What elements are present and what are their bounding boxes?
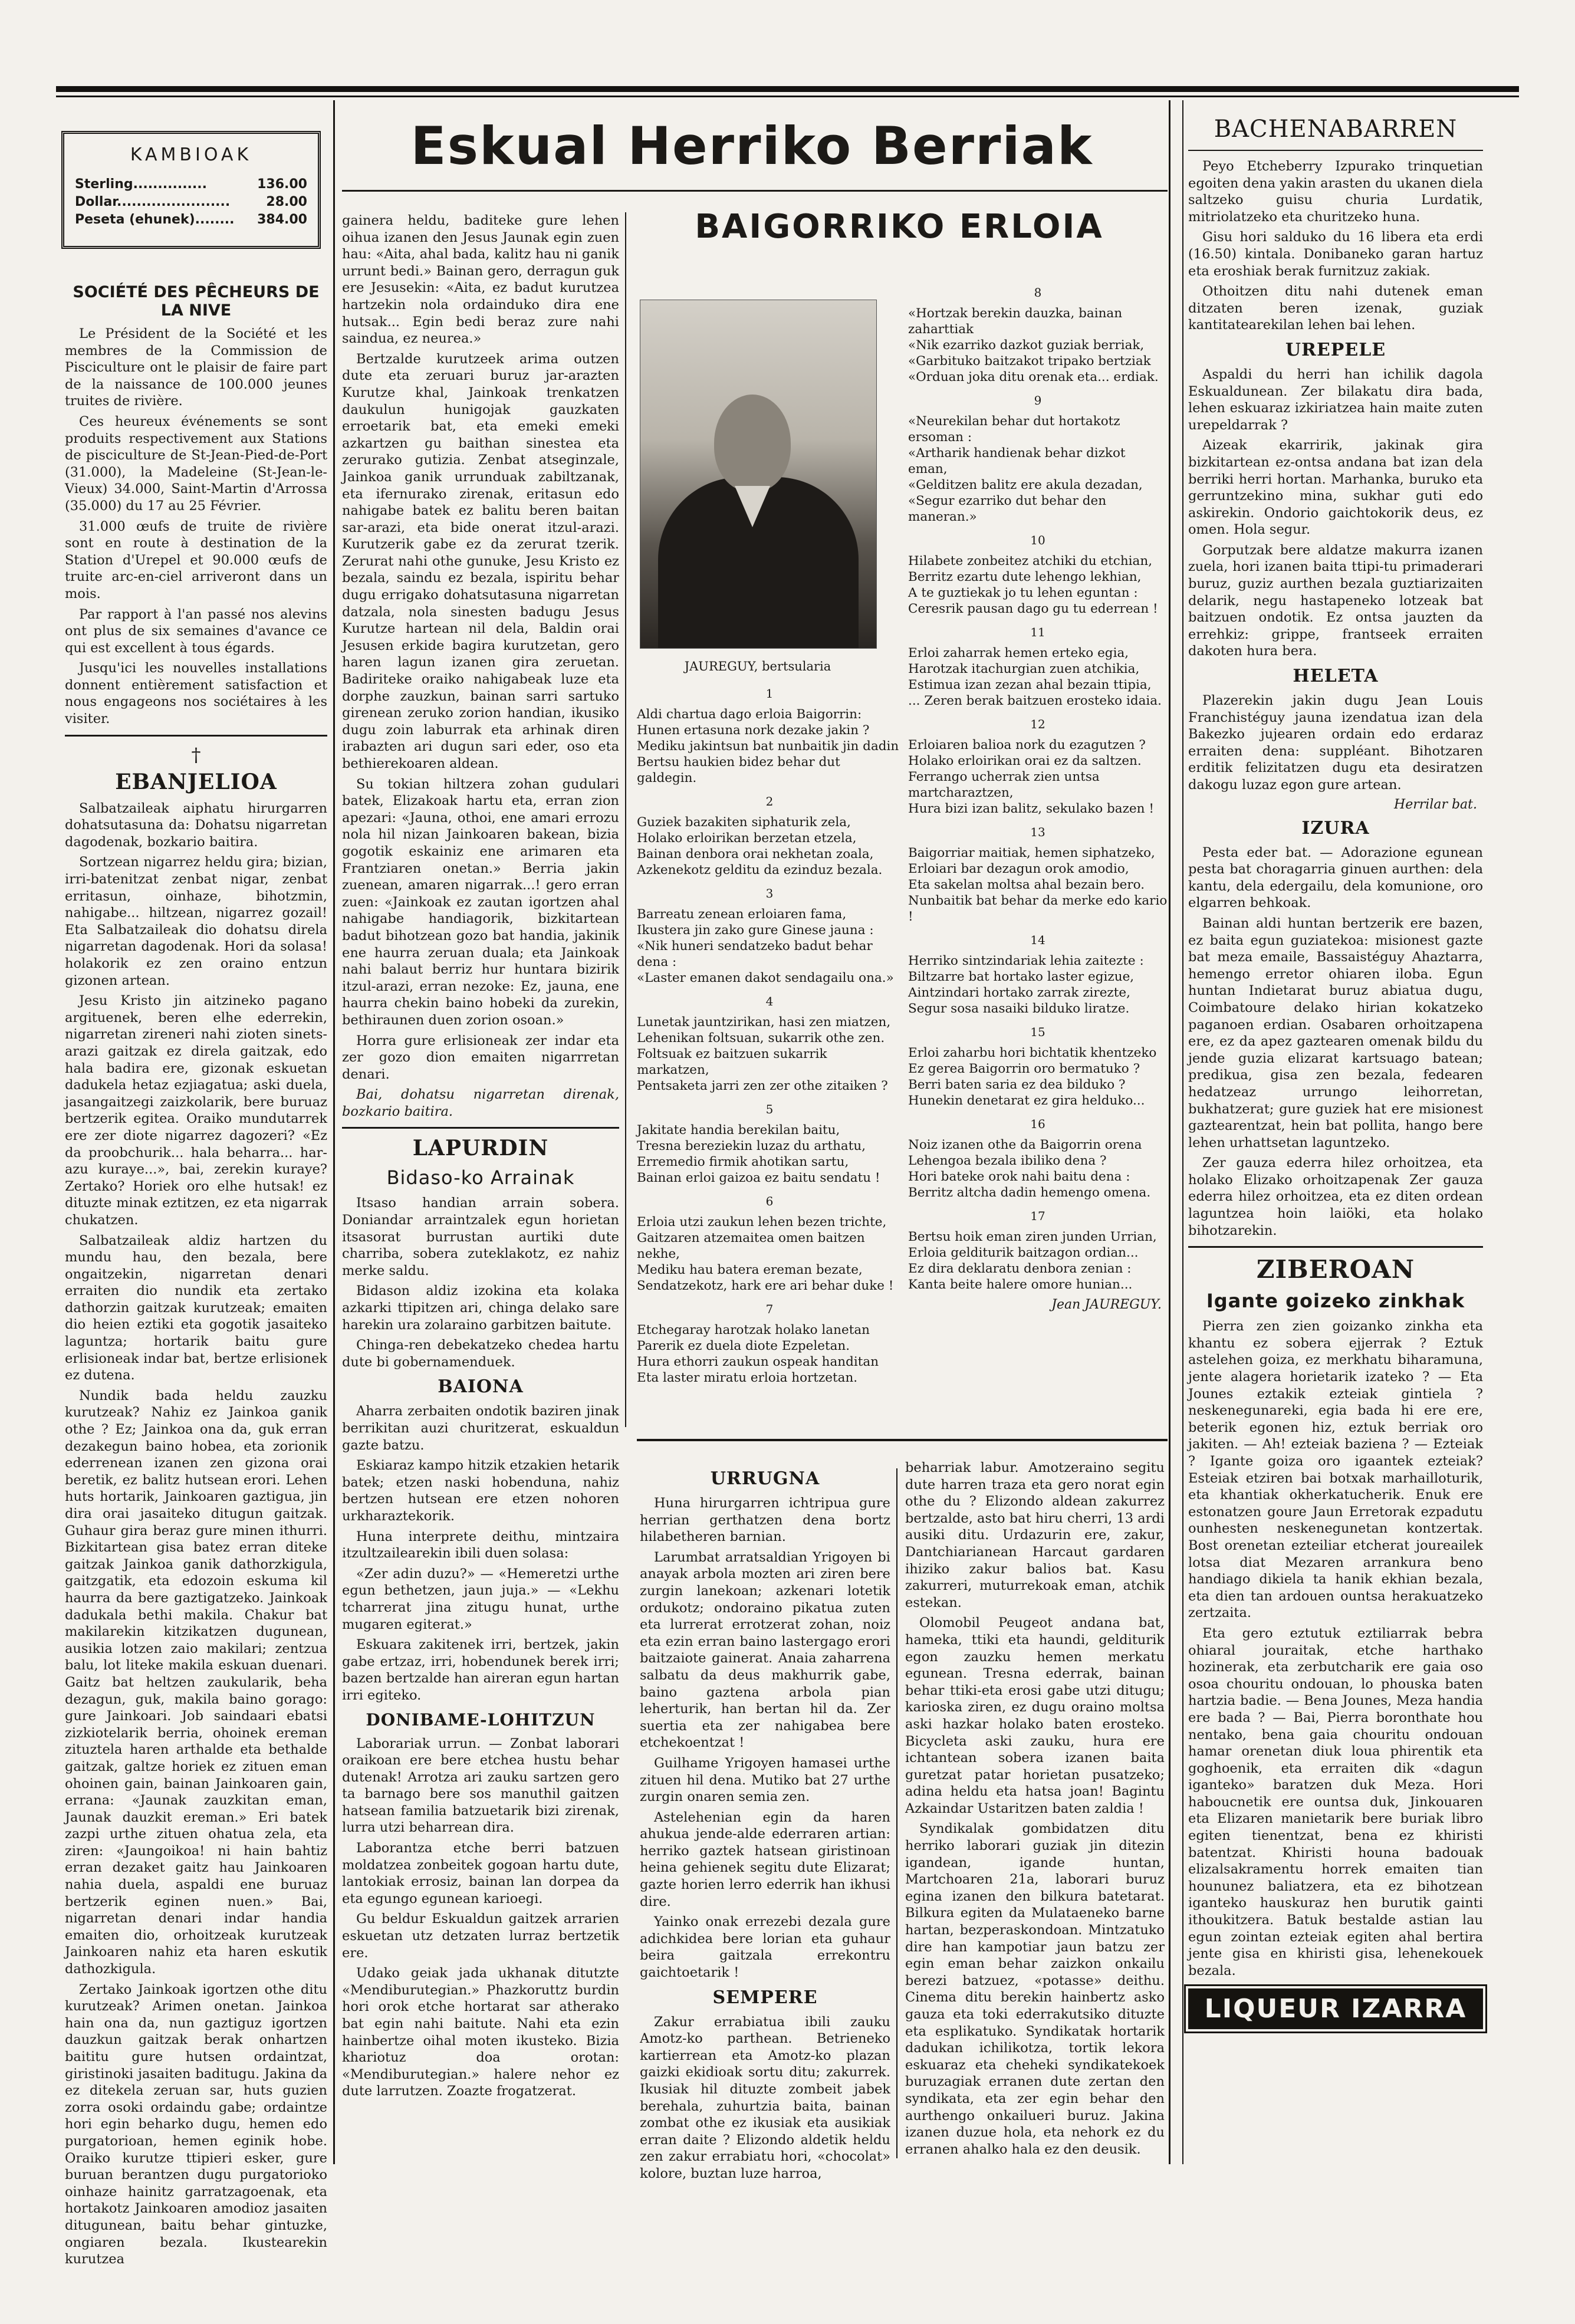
top-rule-thin	[56, 96, 1519, 97]
sempere-paragraph: Syndikalak gombidatzen ditu herriko laborari guziak jin ditezin igandean, igande huntan, Martchoaren 21a, laborari buruz egina izanen den bilkura batetarat. Bilkura egiten da Mulataeneko barne hartan, bezperaskondoan. Mintzatuko dire han kampotiar jaun batzu zer egin eman behar zaizkon onkailu berezi batzuez, «potasse» deithu. Cinema ditu berekin hainbertz asko gauza eta toki ederrakutsiko dituzte eta esplikatuko. Syndikatak hortarik dadukan ichilikotza, tortik lekora eskuaraz eta cheheki syndikatekoek buruzagiak erranen dute zertan den syndikata, eta zer egin behar den aurthengo onkailueri buruz. Jakina izanen duzue hola, eta nehork ez du erranen ahalko hala ez den deusik.	[905, 1821, 1165, 2157]
middle-rule	[637, 1439, 1168, 1441]
sempere-paragraph: Olomobil Peugeot andana bat, hameka, ttiki eta haundi, gelditurik egon zauzku hemen merkatu egunean. Tresna ederrak, bainan behar ttiki-eta erosi gabe utzi ditugu; karioska ziren, ez dugu oraino moltsa aski hazkar holako baten erosteko. Bicycleta aski zauku, hura ere ichtantean sobera izanen baita guretzat patar horietan pusatzeko; adina heldu eta hatsa joan! Bagintu Azkaindar Ustaritzen baten zaldia !	[905, 1615, 1165, 1816]
baiona-paragraph: Eskuara zakitenek irri, bertzek, jakin gabe ertzaz, irri, hobendunek berek irri; bazen bertzalde han aireran egun hartan irri egiteko.	[342, 1637, 619, 1703]
verse-line: Aintzindari hortako zarrak zirezte,	[908, 985, 1130, 1000]
verse-line: Bertsu hoik eman ziren junden Urrian,	[908, 1230, 1157, 1244]
column-2	[342, 212, 619, 2164]
heleta-title: HELETA	[1293, 666, 1379, 687]
exchange-rates-title: KAMBIOAK	[130, 144, 252, 165]
verse-line: Ez dira deklaratu denbora zenian :	[908, 1261, 1132, 1276]
ebanjelioa-paragraph: Jesu Kristo jin aitzineko pagano argituenek, beren elhe ederrekin, nigarretan zireneri nahi zioten sinets-arazi gaitzak ez direla gaitzak, edo hala badira ere, gizonak eskuetan dadukela hetaz ezjiagatua; aski duela, jasangaitzegi zaizkolarik, bere buruaz bertzerik egitea. Oraiko mundutarrek ere zer diote nigarrez dagozeri? «Ez da proobchurik... hala beharra... har-azu kuraye...», bai, zerekin kuraye? Zertako? Horiek oro elhe hutsak! ez dituzte minak eztitzen, ez eta nigarrak chukatzen.	[65, 993, 327, 1228]
urrugna-paragraph: Larumbat arratsaldian Yrigoyen bi anayak arbola mozten ari ziren bere zurgin lanekoan; azkenari lotetik ordukotz; ondoraino pikatua zuten eta lurrerat errotzerat zohan, noiz eta ezin erran baino lastergago erori baitzaiote gainerat. Anaia zaharrena salbatu da deus makhurrik gabe, baino gaztena arbola pian leherturik, han bertan hil da. Zer suertia eta zer nahigabea bere etchekoentzat !	[640, 1549, 890, 1751]
urrugna-paragraph: Huna hirurgarren ichtripua gure herrian gerthatzen dena bortz hilabetheren barnian.	[640, 1495, 890, 1545]
column-rule	[1182, 100, 1183, 2164]
urepele-paragraph: Aizeak ekarririk, jakinak gira bizkitartean ez-ontsa andana bat izan dela berriki herri hortan. Marhanka, buruko eta gerruntzekino mina, sukhar guti edo askirekin. Ondorio gaichtokorik deus, ez omen. Hola segur.	[1188, 438, 1483, 538]
verse-line: «Orduan joka ditu orenak eta... erdiak.	[908, 370, 1159, 384]
bache-paragraph: Peyo Etcheberry Izpurako trinquetian egoiten dena yakin arasten du ukanen diela saltzeko guisu churia Lurdatik, mitriolatzeko eta churitzeko huna.	[1188, 159, 1483, 225]
verse-line: Bainan denbora orai nekhetan zoala,	[637, 847, 874, 862]
verse-line: Hunekin denetarat ez gira helduko...	[908, 1093, 1145, 1108]
verse-line: Biltzarre bat hortako laster egizue,	[908, 969, 1135, 984]
poem-column-right	[908, 277, 1168, 1433]
column-rule	[625, 212, 626, 1427]
verse-line: Mediku hau batera ereman bezate,	[637, 1263, 863, 1277]
verse-line: «Laster emanen dakot sendagailu ona.»	[637, 971, 894, 985]
sempere-paragraph: beharriak labur. Amotzeraino segitu dute harren traza eta gero norat egin othe du ? Elizondo aldean zakurrez bertzalde, asto bat hiru cherri, 13 ardi ausiki ditu. Urdazurin ere, zakur, Dantchiarianean Harcaut gardaren ihiziko zakur balios bat. Kasu zakurreri, muturrekoak eman, atchik estekan.	[905, 1460, 1165, 1610]
column-rule	[896, 1468, 897, 2158]
stanza-number: 12	[1030, 717, 1045, 731]
verse-line: «Neurekilan behar dut hortakotz ersoman :	[908, 414, 1120, 445]
section-divider	[1188, 1246, 1483, 1248]
baiona-title: BAIONA	[438, 1376, 524, 1398]
stanza-number: 1	[765, 686, 774, 701]
poem-signature: Jean JAUREGUY.	[1051, 1297, 1162, 1312]
verse-line: Foltsuak ez baitzuen sukarrik markatzen,	[637, 1047, 827, 1077]
verse-line: Eta laster miratu erloia hortzetan.	[637, 1370, 858, 1385]
lapurdin-title: LAPURDIN	[412, 1136, 549, 1161]
verse-line: «Segur ezarriko dut behar den maneran.»	[908, 494, 1107, 524]
ebanjelioa-continued: Horra gure erlisioneak zer indar eta zer gozo dion emaiten nigarrretan denari.	[342, 1033, 619, 1082]
stanza-number: 8	[1034, 285, 1042, 300]
verse-line: Erloia gelditurik baitzagon ordian...	[908, 1245, 1139, 1260]
verse-line: Harotzak itachurgian zuen atchikia,	[908, 662, 1140, 676]
column-rule	[1169, 100, 1170, 2164]
verse-line: Baigorriar maitiak, hemen siphatzeko,	[908, 846, 1155, 860]
stanza-number: 17	[1030, 1209, 1045, 1223]
urrugna-title: URRUGNA	[710, 1468, 820, 1489]
section-divider	[1188, 150, 1483, 151]
sempere-title: SEMPERE	[712, 1987, 818, 2008]
urrugna-paragraph: Guilhame Yrigoyen hamasei urthe zituen hil dena. Mutiko bat 27 urthe zurgin onaren semia zen.	[640, 1755, 890, 1805]
verse-line: ... Zeren berak baitzuen erosteko idaia.	[908, 693, 1162, 708]
liqueur-izarra-ad: LIQUEUR IZARRA	[1188, 1988, 1483, 2029]
stanza-number: 3	[765, 886, 774, 900]
izura-title: IZURA	[1301, 817, 1370, 839]
bache-paragraph: Othoitzen ditu nahi dutenek eman ditzaten beren izenak, guziak kantitatearekilan lehen bai lehen.	[1188, 284, 1483, 333]
verse-line: Berritz ezartu dute lehengo lekhian,	[908, 570, 1142, 584]
verse-line: Erloiari bar dezagun orok amodio,	[908, 862, 1129, 876]
stanza-number: 9	[1034, 393, 1042, 407]
verse-line: «Artharik handienak behar dizkot eman,	[908, 446, 1126, 476]
verse-line: Parerik ez duela diote Ezpeletan.	[637, 1339, 850, 1353]
stanza-number: 13	[1030, 825, 1045, 839]
photo-caption: JAUREGUY, bertsularia	[684, 659, 831, 673]
verse-line: Gaitzaren atzemaitea omen baitzen nekhe,	[637, 1231, 865, 1261]
donibane-title: DONIBAME-LOHITZUN	[366, 1710, 596, 1730]
izura-paragraph: Bainan aldi huntan bertzerik ere bazen, ez baita egun guziatekoa: misionest gazte bat meza emaile, Bassaistéguy Ahaztarra, hemengo erretor ohiaren iloba. Egun huntan Indietarat buruz abiatua dugu, Coimbatoure delako hirian kokatzeko paganoen erdian. Osabaren orhoitzapena ere, ez da apez gaztearen omenak bildu du jende guzia elizarat kartsuago batean; predikua, gisa zen bezala, fedearen hedatzeaz urrungo leihorretan, bukhatzerat; gure guziek hat ere misionest gaztearentzat, hein bat pollita, hango bere lehen urhattsetan laguntzeko.	[1188, 915, 1483, 1151]
urrugna-paragraph: Yainko onak errezebi dezala gure adichkidea bere lorian eta guhaur beira gaitzala errekontru gaichtoetarik !	[640, 1914, 890, 1981]
verse-line: Tresna bereziekin luzaz du arthatu,	[637, 1139, 866, 1153]
urrugna-column	[640, 1457, 890, 2181]
heleta-paragraph: Plazerekin jakin dugu Jean Louis Franchistéguy jauna izendatua izan dela Bakezko jujearen ordain edo erdaraz erraiten dena: suppléant. Bihotzaren erditik felizitatzen dugu eta desiratzen dakogu luzaz egon gure artean.	[1188, 693, 1483, 793]
rate-row-peseta: Peseta (ehunek)........ 384.00	[75, 212, 307, 227]
poem-title: BAIGORRIKO ERLOIA	[695, 208, 1104, 246]
sempere-continued-column	[905, 1460, 1165, 2164]
bidasoko-paragraph: Itsaso handian arrain sobera. Doniandar arraintzalek egun horietan itsasorat burrustan aurtiki dute charriba, sobera zuteklakotz, ez nahiz merke saldu.	[342, 1195, 619, 1278]
verse-line: Hura bizi izan balitz, sekulako bazen !	[908, 801, 1154, 816]
bidasoko-paragraph: Chinga-ren debekatzeko chedea hartu dute bi gobernamenduek.	[342, 1337, 619, 1370]
donibane-paragraph: Gu beldur Eskualdun gaitzek arrarien eskuetan utz detzaten lurraz bertzetik ere.	[342, 1911, 619, 1961]
rate-row-sterling: Sterling............... 136.00	[75, 177, 307, 192]
verse-line: Bertsu haukien bidez behar dut galdegin.	[637, 755, 840, 785]
verse-line: Hura ethorri zaukun ospeak handitan	[637, 1355, 879, 1369]
baiona-paragraph: Aharra zerbaiten ondotik baziren jinak berrikitan auzi churitzerat, eskualdun gazte batzu.	[342, 1403, 619, 1453]
ebanjelioa-title: EBANJELIOA	[115, 769, 277, 794]
verse-line: Erloi zaharrak hemen erteko egia,	[908, 646, 1129, 660]
ebanjelioa-paragraph: Zertako Jainkoak igortzen othe ditu kurutzeak? Arimen onetan. Jainkoa hain ona da, nun gaztiguz igortzen dauzkun gaitzak berak onhartzen baititu gure hutsen ordaintzat, giristinoki jasaiten baditugu. Jakina da ez ditekela zeruan sar, huts guzien zorra osoki ordaindu gabe; ordaintze hori egin beharko dugu, hemen edo purgatorioan, hemen eginik hobe. Oraiko kurutze ttipieri esker, gure buruan berantzen dugu purgatorioko oinhaze hainitz garratzagoenak, eta hortakotz Jainkoaren amodioz jasaiten ditugunean, baitu behar gintuzke, ongiaren bezala. Ikustearekin kurutzea	[65, 1981, 327, 2267]
igante-paragraph: Eta gero eztutuk eztiliarrak bebra ohiaral jouraitak, etche harthako hozinerak, eta zerbutcharik ere gaia oso osoa chouritu ondouan, lo phouska baten hartzia badie. — Bena Jounes, Meza handia ere bada ? — Bai, Pierra boronthate hou nentako, bena gaia chouritu ondouan hamar orenetan diuk loua phirentik eta goghoenik, eta erraiten dik «dagun iganteko» baratzen duk Meza. Hori haboucnetik ere ountsa duk, Jinkouaren eta Elizaren manietarik bere buriak libro egiten tienentzat, bena ez khiristi batentzat. Khiristi houna badouak elizalsakramentu horrek emaiten tian hoununez baliatzera, eta ez bihotzean iganteko hauskuraz hen burutik gainti ithoukitzera. Batuk bestalde astian lau egun zointan ezteiak egiten ahal bertira jente gisa en khiristi gisa, lehenekouek bezala.	[1188, 1625, 1483, 1978]
masthead-title: Eskual Herriko Berriak	[410, 116, 1093, 176]
section-divider	[65, 735, 327, 737]
verse-line: Azkenekotz gelditu da ezinduz bezala.	[637, 863, 883, 877]
baiona-paragraph: Huna interprete deithu, mintzaira itzultzailearekin ibili duen solasa:	[342, 1528, 619, 1562]
bidasoko-title: Bidaso-ko Arrainak	[386, 1166, 575, 1189]
verse-line: Ez gerea Baigorrin oro bermatuko ?	[908, 1061, 1140, 1076]
donibane-paragraph: Laborariak urrun. — Zonbat laborari oraikoan ere bere etchea hustu behar dutenak! Arrotza ari zauku sartzen gero ta barnago bere sos manuthil gaitzen hatsean familia batzuetarik bizi zirenak, lurra utzi beharrean dira.	[342, 1735, 619, 1836]
baiona-paragraph: Eskiaraz kampo hitzik etzakien hetarik batek; etzen naski hobenduna, nahiz bertzen hutsean ere etzen nohoren urkharaztekorik.	[342, 1458, 619, 1524]
ebanjelioa-paragraph: Salbatzaileak aldiz hartzen du mundu hau, den bezala, bere ongaitzekin, nigarretan denari erraiten dio nundik eta zertako dathorzin gaitzak kurutzeak; emaiten dio heien eztiki eta gogotik jasaiteko laguntza; hortarik baitu gure erlisioneak indar bat, bertze erlisionek ez dutena.	[65, 1232, 327, 1383]
verse-line: Kanta beite halere omore hunian...	[908, 1277, 1133, 1292]
verse-line: «Nik huneri sendatzeko badut behar dena :	[637, 939, 873, 969]
verse-line: Bainan erloi gaizoa ez baitu sendatu !	[637, 1171, 880, 1185]
verse-line: Lehenikan foltsuan, sukarrik othe zen.	[637, 1031, 885, 1046]
stanza-number: 10	[1030, 533, 1045, 547]
stanza-number: 7	[765, 1302, 774, 1316]
verse-line: Nunbaitik bat behar da merke edo kario !	[908, 893, 1168, 924]
ebanjelioa-continued: Bai, dohatsu nigarretan direnak, bozkario baitira.	[342, 1087, 619, 1119]
stanza-number: 11	[1030, 625, 1045, 639]
igante-title: Igante goizeko zinkhak	[1206, 1290, 1465, 1313]
stanza-number: 2	[765, 794, 774, 808]
verse-line: Berritz altcha dadin hemengo omena.	[908, 1185, 1151, 1200]
verse-line: Hori bateke orok nahi baitu dena :	[908, 1169, 1130, 1184]
bidasoko-paragraph: Bidason aldiz izokina eta kolaka azkarki ttipitzen ari, chinga delako sare harekin ura zolaraino garbitzen baitute.	[342, 1283, 619, 1333]
column-5	[1188, 113, 1483, 2165]
poem-column-left	[637, 678, 902, 1415]
verse-line: Noiz izanen othe da Baigorrin orena	[908, 1138, 1142, 1152]
verse-line: Eta sakelan moltsa ahal bezain bero.	[908, 877, 1145, 892]
verse-line: A te guztiekak jo tu lehen eguntan :	[908, 586, 1138, 600]
verse-line: Barreatu zenean erloiaren fama,	[637, 907, 847, 922]
verse-line: Segur sosa nasaiki bilduko liratze.	[908, 1001, 1130, 1016]
societe-paragraph: Le Président de la Société et les membres de la Commission de Pisciculture ont le plaisir de faire part de la naissance de 100.000 jeunes truites de rivière.	[65, 326, 327, 409]
urepele-title: UREPELE	[1285, 339, 1386, 360]
urrugna-paragraph: Astelehenian egin da haren ahukua jende-alde ederraren artian: herriko gaztek hatsean giristinoan heina gehienek segitu dute Elizarat; gazte horien lerro ederrik han ikhusi dire.	[640, 1809, 890, 1909]
verse-line: Erloiaren balioa nork du ezagutzen ?	[908, 738, 1146, 752]
verse-line: Hilabete zonbeitez atchiki du etchian,	[908, 554, 1153, 568]
donibane-paragraph: Laborantza etche berri batzuen moldatzea zonbeitek gogoan hartu dute, lantokiak errosiz, bainan lan dorpea da eta egungo egunean karioegi.	[342, 1840, 619, 1906]
verse-line: Estimua izan zezan ahal bezain ttipia,	[908, 678, 1152, 692]
societe-paragraph: Jusqu'ici les nouvelles installations donnent entièrement satisfaction et nous engageons nos sociétaires à les visiter.	[65, 660, 327, 727]
societe-paragraph: 31.000 œufs de truite de rivière sont en route à destination de la Station d'Urepel et 90.000 œufs de truite arc-en-ciel arriveront dans un mois.	[65, 518, 327, 601]
ebanjelioa-continued: gainera heldu, baditeke gure lehen oihua izanen den Jesus Jaunak egin zuen hau: «Aita, ahal bada, kalitz hau ni ganik urrunt bedi.» Bainan gero, derragun guk ere Jesusekin: «Aita, ez badut kurutzea hartzekin nola ordainduko dira ene hutsak... Egin bedi beraz zure nahi saindua, ez neurea.»	[342, 213, 619, 347]
top-rule	[56, 86, 1519, 92]
urepele-paragraph: Aspaldi du herri han ichilik dagola Eskualdunean. Zer bilakatu dira bada, lehen eskuaraz izkiriatzea hain maite zuten urepeldarrak ?	[1188, 366, 1483, 433]
verse-line: Aldi chartua dago erloia Baigorrin:	[637, 707, 862, 722]
stanza-number: 5	[765, 1102, 774, 1116]
bache-paragraph: Gisu hori salduko du 16 libera eta erdi (16.50) kintala. Donibaneko garan hartuz eta eroshiak berak furnitzuz zakiak.	[1188, 229, 1483, 279]
verse-line: Pentsaketa jarri zen zer othe zitaiken ?	[637, 1079, 888, 1093]
column-1	[65, 277, 327, 2267]
verse-line: Erloia utzi zaukun lehen bezen trichte,	[637, 1215, 887, 1230]
verse-line: Etchegaray harotzak holako lanetan	[637, 1323, 870, 1337]
verse-line: Mediku jakintsun bat nunbaitik jin dadin	[637, 739, 899, 754]
stanza-number: 15	[1030, 1025, 1045, 1039]
bachenabarren-title: BACHENABARREN	[1214, 116, 1458, 143]
ziberoan-title: ZIBEROAN	[1256, 1255, 1415, 1284]
verse-line: Guziek bazakiten siphaturik zela,	[637, 815, 851, 830]
verse-line: «Nik ezarriko dazkot guziak berriak,	[908, 338, 1145, 353]
heleta-signature: Herrilar bat.	[1394, 797, 1477, 812]
izura-paragraph: Zer gauza ederra hilez orhoitzea, eta holako Elizako orhoitzapenak Zer gauza ederra hilez orhoitzea, eta ez diten ordean laguntzea hoin laiöki, eta holako bihotzarekin.	[1188, 1155, 1483, 1238]
verse-line: Holako erloirikan berzetan etzela,	[637, 831, 857, 846]
verse-line: «Hortzak berekin dauzka, bainan zaharttiak	[908, 306, 1123, 337]
verse-line: «Gelditzen balitz ere akula dezadan,	[908, 478, 1143, 492]
stanza-number: 14	[1030, 933, 1045, 947]
izura-paragraph: Pesta eder bat. — Adorazione egunean pesta bat choragarria ginuen aurthen: dela kantu, dela edergailu, dela komunione, oro elgarren behkoak.	[1188, 844, 1483, 911]
exchange-rates-box	[61, 131, 321, 249]
rate-row-dollar: Dollar....................... 28.00	[75, 195, 307, 209]
verse-line: Berri baten saria ez dea bilduko ?	[908, 1077, 1126, 1092]
donibane-paragraph: Udako geiak jada ukhanak ditutzte «Mendiburutegian.» Phazkoruttz burdin hori orok etche hortarat sar atherako bat egin nahi baitute. Nahi eta ezin hainbertze oihal moten ikusteko. Bizia khariotuz doa orotan: «Mendiburutegian.» halere nehor ez dute larrutzen. Zoazte frogatzerat.	[342, 1965, 619, 2099]
verse-line: Erremedio firmik ahotikan sartu,	[637, 1155, 849, 1169]
societe-paragraph: Ces heureux événements se sont produits respectivement aux Stations de pisciculture de St-Jean-Pied-de-Port (31.000), la Madeleine (St-Jean-le-Vieux) 34.000, Saint-Martin d'Arrossa (35.000) du 17 au 25 Février.	[65, 413, 327, 514]
verse-line: Sendatzekotz, hark ere ari behar duke !	[637, 1278, 894, 1293]
portrait-photo	[640, 300, 877, 649]
verse-line: Ikustera jin zako gure Ginese jauna :	[637, 923, 874, 938]
verse-line: Herriko sintzindariak lehia zaitezte :	[908, 954, 1144, 968]
ebanjelioa-paragraph: Salbatzaileak aiphatu hirurgarren dohatsutasuna da: Dohatsu nigarretan dagodenak, bozkario baitira.	[65, 800, 327, 850]
verse-line: Jakitate handia berekilan baitu,	[637, 1123, 840, 1138]
column-rule	[333, 100, 335, 2164]
societe-paragraph: Par rapport à l'an passé nos alevins ont plus de six semaines d'avance ce qui est excellent à tous égards.	[65, 606, 327, 656]
stanza-number: 16	[1030, 1117, 1045, 1131]
stanza-number: 6	[765, 1194, 774, 1208]
verse-line: Lehengoa bezala ibiliko dena ?	[908, 1153, 1107, 1168]
masthead-rule	[342, 190, 1168, 192]
ebanjelioa-continued: Su tokian hiltzera zohan gudulari batek, Elizakoak hartu eta, erran zion apezari: «Jauna, othoi, ene amari errozu nola hil nizan Jainkoaren bakean, bizia gogotik eskainiz ene arimaren eta Frantziaren onetan.» Berria jakin zuenean, amaren nigarrak...! gero erran zuen: «Jainkoak ez zautan igortzen ahal nahigabe handiagorik, bizkitartean badut bihotzean gozo bat handia, jakinik ene haurra zeruan duala; eta Jainkoak nahi balaut berriz hur huntara bizirik itzul-arazi, erran nezoke: Ez, jauna, ene haurra chekin baino hobeki da zurekin, bethiraunen duen zorion osoan.»	[342, 776, 619, 1028]
portrait-head	[714, 395, 791, 492]
igante-paragraph: Pierra zen zien goizanko zinkha eta khantu ez sobera ejjerrak ? Eztuk astelehen goiza, ez merkhatu biharamuna, jente alagera horietarik izateko ? — Eta Jounes eztakik ezteiak gintiela ? neskenegunareki, egia bada hi ere ere, beterik egonen hiz, eztuk berriak oro jakiten. — Ah! ezteiak baziena ? — Ezteiak ? Igante goiza oro igaantek ezteiak? Esteiak etziren bai botxak marhailloturik, eta khantiak okherkatucherik. Enuk ere estonatzen goure Jaun Erretorak ezpadutu ounhesten neskenegunetan kontzertak. Bost orenetan ezteiliar etcherat joureailek lotsa diat Mezaren arrankura beno handiago dikiela ta hanik ekhian bezala, eta dien tan ardouen ountsa herakuatzeko zertzaita.	[1188, 1319, 1483, 1621]
verse-line: Hunen ertasuna nork dezake jakin ?	[637, 723, 870, 738]
verse-line: Ferrango ucherrak zien untsa martcharaztzen,	[908, 770, 1100, 800]
stanza-number: 4	[765, 994, 774, 1008]
verse-line: Erloi zaharbu hori bichtatik khentzeko	[908, 1046, 1157, 1060]
cross-icon: †	[191, 743, 201, 766]
verse-line: Holako erloirikan orai ez da saltzen.	[908, 754, 1142, 768]
baiona-paragraph: «Zer adin duzu?» — «Hemeretzi urthe egun bethetzen, jaun juja.» — «Lekhu tcharrerat jina zitugu hunat, urthe mugaren egiterat.»	[342, 1566, 619, 1632]
sempere-paragraph: Zakur errabiatua ibili zauku Amotz-ko parthean. Betrieneko kartierrean eta Amotz-ko plazan gaizki ekidioak sortu ditu; zakurrek. Ikusiak hil dituzte zombeit jabek berehala, zuhurtzia baita, bainan zombat othe ez ikusiak eta ausikiak erran daite ? Elizondo aldetik heldu zen zakur errabiatu hori, «chocolat» kolore, buztan luze harroa,	[640, 2014, 890, 2181]
societe-title: SOCIÉTÉ DES PÊCHEURS DE LA NIVE	[73, 283, 320, 320]
section-divider	[342, 1127, 619, 1129]
ebanjelioa-paragraph: Nundik bada heldu zauzku kurutzeak? Nahiz ez Jainkoa ganik othe ? Ez; Jainkoa ona da, guk erran dezakegun baino hobea, eta zorionik ederrenean izanen zen gizona orai beretik, ez balitz hutsean erori. Lehen huts hortarik, Jainkoaren gaztigua, jin dira orai jasaiteko ditugun gaitzak. Guhaur gira beraz gure minen ithurri. Bizkitartean gisa batez erran diteke gaitzak Jainkoa ganik dathorzkigula, gaitzgatik, eta edozoin eskuma kil haurra da bere gaztigatzeko. Jainkoak dadukala bethi makila. Chakur bat makilarekin kitzikatzen dugunean, ausikia lotzen zaio makilari; zentzua balu, lot liteke makila eskuan duenari. Gaitz bat heltzen zaukularik, beha dezagun, guk, makila baino gorago: gure Jainkoari. Job saindaari ebatsi zizkiotelarik berria, ohoinek ereman zituztela haren arthalde eta bethalde gaitzak, galtze horiek ez zituen eman ohoinen gain, bainan Jainkoaren gain, errana: «Jaunak zauzkitan eman, Jaunak dauzkit ereman.» Eri batek zazpi urthe zituen ohatua zela, eta ziren: «Jaungoikoa! ni hain bahtiz erran dezaket gaitz hau Jainkoaren nahia duela, aspaldi ene buruaz bertzerik eginen nuen.» Bai, nigarretan denari indar handia emaiten dio, orhoitzeak kurutzeak Jainkoaren nahiz eta haren eskutik dathozkigula.	[65, 1388, 327, 1977]
verse-line: Ceresrik pausan dago gu tu ederrean !	[908, 601, 1158, 616]
urepele-paragraph: Gorputzak bere aldatze makurra izanen zuela, hori izanen baita ttipi-tu primaderari buruz, guziz aurthen bezala guztiarizaiten delarik, negu hastapeneko lotzeak bat baitzuen ondotik. Ez ontsa jauzten da errehkiz: grippe, frantseek erraiten dakoten hura bera.	[1188, 542, 1483, 659]
ebanjelioa-continued: Bertzalde kurutzeek arima outzen dute eta zeruari buruz jar-arazten Kurutze khal, Jainkoak trenkatzen daukulun hunigojak gauzkaten erroetarik bat, eta emeki emeki azkartzen gu baithan sinestea eta zerurako gutizia. Zenbat atseginzale, Jainkoa ganik urrunduak zabiltzanak, eta ifernurako zirenak, eritasun edo nahigabe batek ez balitu beren baitan sar-arazi, eta bide onerat itzul-arazi. Kurutzerik gabe ez da zerurat tzerik. Zerurat nahi othe gunuke, Jesu Kristo ez bezala, saindu ez bezala, ispiritu behar dugu errigako dohatsutasuna nigarretan datzala, nola sinesten badugu Jesus Kurutze hartean nil dela, Baldin orai Jesusen erkide bagira kurutzetan, gero haren lagun izanen gira zeruetan. Badiriteke oraiko nahigabeak luze eta dorphe zauzkun, bainan sarri sartuko girenean zeruko zorion handian, ikusiko dugu zoin laburrak eta arhinak diren irabazten ari dugun sari eder, oso eta bethierekoaren aldean.	[342, 351, 619, 771]
verse-line: «Garbituko baitzakot tripako bertziak	[908, 354, 1151, 369]
verse-line: Lunetak jauntzirikan, hasi zen miatzen,	[637, 1015, 891, 1030]
ebanjelioa-paragraph: Sortzean nigarrez heldu gira; bizian, irri-batenitzat zenbat nigar, zenbat erritasun, oinhaze, bihotzmin, nahigabe... hiltzean, nigarrez gozail! Eta Salbatzaileak dio dohatsu direla nigarretan dagodenak. Hori da solasa! holakorik ez zen oraino entzun gizonen artean.	[65, 854, 327, 988]
